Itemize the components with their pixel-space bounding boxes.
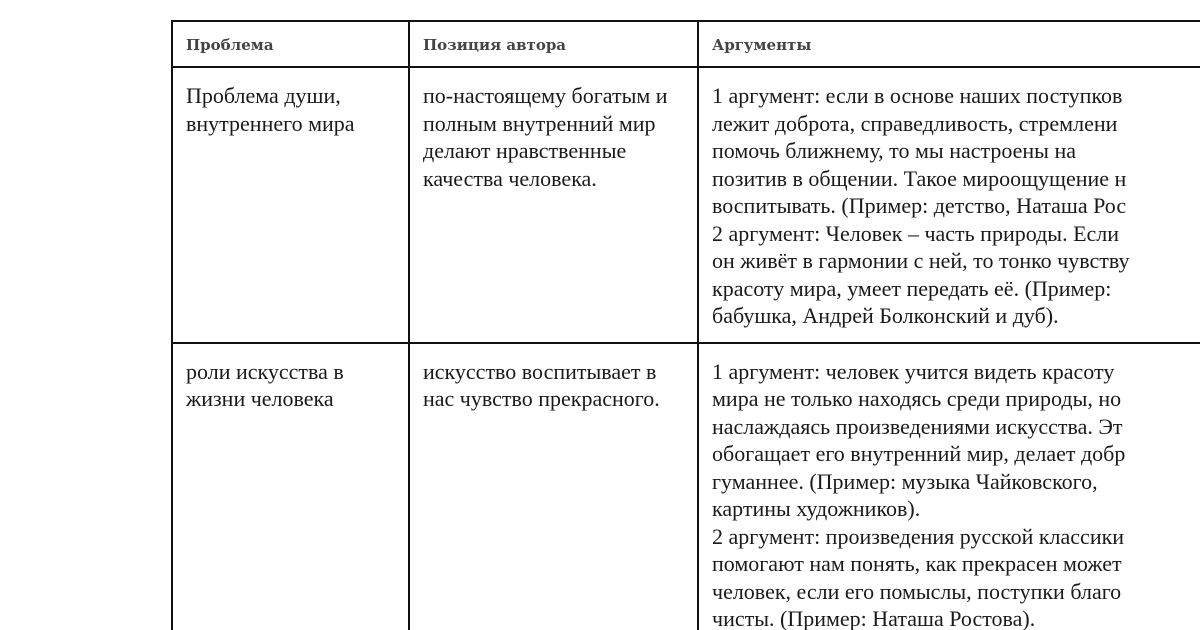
argument-line: 1 аргумент: человек учится видеть красоту [712, 358, 1115, 384]
argument-line: человек, если его помыслы, поступки благо [712, 578, 1122, 604]
argument-line: красоту мира, умеет передать её. (Пример: [712, 275, 1112, 301]
header-author-position: Позиция автора [409, 21, 698, 67]
table-row [172, 67, 1200, 343]
argument-line: обогащает его внутренний мир, делает добр [712, 441, 1126, 466]
header-arguments: Аргументы [698, 21, 1200, 67]
argument-line: позитив в общении. Такое мироощущение н [712, 165, 1127, 191]
argument-line: 2 аргумент: Человек – часть природы. Если [712, 220, 1120, 246]
argument-line: картины художников). [712, 496, 921, 521]
argument-line: гуманнее. (Пример: музыка Чайковского, [712, 468, 1098, 494]
problem-cell: Проблема души, внутреннего мира [172, 67, 409, 343]
argument-line: лежит доброта, справедливость, стремлени [712, 110, 1118, 136]
argument-table [171, 20, 1200, 630]
header-problem: Проблема [172, 21, 409, 67]
argument-line: мира не только находясь среди природы, но [712, 386, 1122, 411]
arguments-cell [698, 67, 1200, 343]
argument-line: чисты. (Пример: Наташа Ростова). [712, 606, 1036, 630]
argument-line: наслаждаясь произведениями искусства. Эт [712, 413, 1123, 439]
argument-line: бабушка, Андрей Болконский и дуб). [712, 303, 1059, 328]
table-row [172, 343, 1200, 630]
argument-line: 2 аргумент: произведения русской классики [712, 523, 1125, 549]
argument-line: воспитывать. (Пример: детство, Наташа Рос [712, 193, 1127, 218]
author-position-cell: по-настоящему богатым и полным внутренний мир делают нравственные качества человека. [409, 67, 698, 343]
argument-line: помочь ближнему, то мы настроены на [712, 138, 1076, 163]
header-row [172, 21, 1200, 67]
problem-cell: роли искусства в жизни человека [172, 343, 409, 630]
argument-line: 1 аргумент: если в основе наших поступков [712, 83, 1123, 108]
author-position-cell: искусство воспитывает в нас чувство прекрасного. [409, 343, 698, 630]
arguments-cell [698, 343, 1200, 630]
argument-line: он живёт в гармонии с ней, то тонко чувству [712, 248, 1130, 273]
argument-line: помогают нам понять, как прекрасен может [712, 551, 1122, 576]
